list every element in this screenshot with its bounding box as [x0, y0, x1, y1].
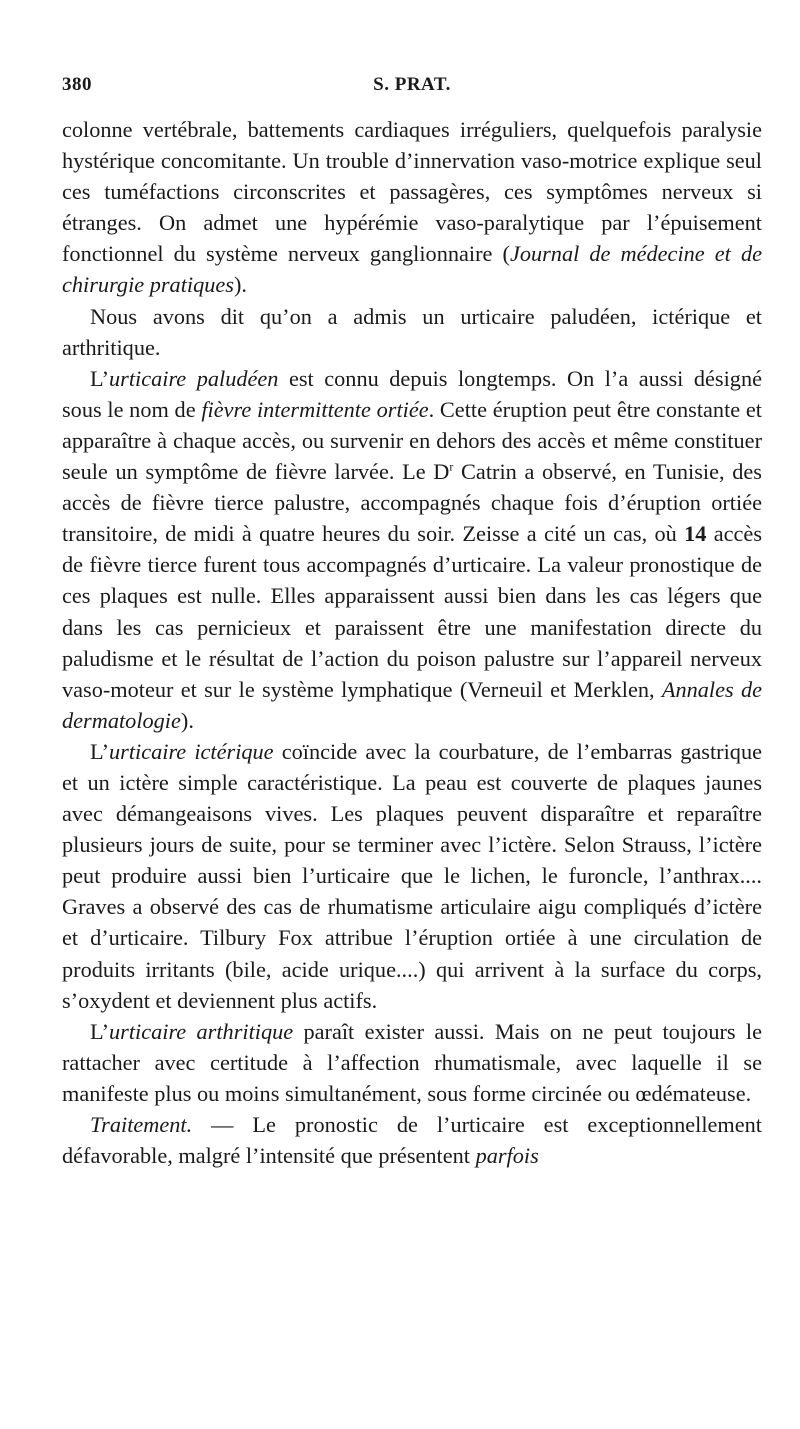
running-title: S. PRAT.: [373, 74, 451, 95]
text-run: — Le pronostic de l’urticaire est exceptionnellement défavorable, malgré l’intensité que présentent: [62, 1112, 762, 1169]
text-run: ).: [233, 272, 247, 298]
text-run: ).: [180, 707, 194, 733]
text-run: L’: [90, 1018, 109, 1044]
superscript-text: r: [449, 459, 454, 474]
text-run: L’: [90, 365, 109, 391]
text-run: Nous avons dit qu’on a admis un urticaire paludéen, ictérique et arthritique.: [62, 303, 762, 360]
italic-text: urticaire paludéen: [109, 365, 279, 391]
text-run: paraît exister aussi. Mais on ne peut toujours le rattacher avec certitude à l’affection rhumatismale, avec laquelle il se manifeste plus ou moins simultanément, sous forme circinée ou œdémateuse.: [62, 1018, 762, 1106]
paragraph-traitement: [62, 1109, 762, 1171]
text-run: accès de fièvre tierce furent tous accompagnés d’urticaire. La valeur pronostique de ces plaques est nulle. Elles apparaissent aussi bien dans les cas légers que dans les cas pernicieux et paraissent être une manifestation directe du paludisme et le résultat de l’action du poison palustre sur l’appareil nerveux vaso-moteur et sur le système lymphatique (Verneuil et Merklen,: [62, 521, 763, 702]
italic-text: urticaire ictérique: [109, 738, 274, 764]
italic-text: parfois: [475, 1143, 539, 1169]
page-number: 380: [62, 74, 92, 95]
text-run: L’: [90, 738, 109, 764]
text-run: colonne vertébrale, battements cardiaques irréguliers, quelquefois paralysie hystérique concomitante. Un trouble d’innervation vaso-motrice explique seul ces tuméfactions circonscrites et passagères, ces symptômes nerveux si étranges. On admet une hypérémie vaso-paralytique par l’épuisement fonctionnel du système nerveux ganglionnaire (: [62, 117, 762, 267]
text-run: . Cette éruption peut être constante et apparaître à chaque accès, ou survenir en dehors des accès et même constituer seule un symptôme de fièvre larvée. Le D: [62, 396, 762, 485]
book-page: [62, 70, 762, 1171]
text-run: Catrin a observé, en Tunisie, des accès de fièvre tierce palustre, accompagnés chaque fois d’éruption ortiée transitoire, de midi à quatre heures du soir. Zeisse a cité un cas, où: [62, 459, 762, 547]
paragraph-urticaire-paludeen: [62, 363, 762, 736]
paragraph-continuation: [62, 114, 762, 301]
bold-text: 14: [684, 521, 707, 547]
body-text: [62, 114, 762, 1171]
paragraph-urticaire-icterique: [62, 736, 762, 1016]
text-run: coïncide avec la courbature, de l’embarras gastrique et un ictère simple caractéristique. La peau est couverte de plaques jaunes avec démangeaisons vives. Les plaques peuvent disparaître et reparaître plusieurs jours de suite, pour se terminer avec l’ictère. Selon Strauss, l’ictère peut produire aussi bien l’urticaire que le lichen, le furoncle, l’anthrax.... Graves a observé des cas de rhumatisme articulaire aigu compliqués d’ictère et d’urticaire. Tilbury Fox attribue l’éruption ortiée à une circulation de produits irritants (bile, acide urique....) qui arrivent à la surface du corps, s’oxydent et deviennent plus actifs.: [62, 738, 762, 1013]
paragraph-urticaire-arthritique: [62, 1016, 762, 1109]
italic-text: Journal de médecine et de chirurgie pratiques: [62, 241, 762, 298]
italic-text: Annales de dermatologie: [62, 676, 762, 733]
italic-text: urticaire arthritique: [109, 1018, 294, 1044]
italic-text: Traitement.: [90, 1112, 193, 1137]
running-head: [62, 70, 762, 104]
text-run: est connu depuis longtemps. On l’a aussi désigné sous le nom de: [62, 365, 762, 422]
italic-text: fièvre intermittente ortiée: [201, 396, 429, 422]
paragraph-forms-intro: [62, 301, 762, 363]
